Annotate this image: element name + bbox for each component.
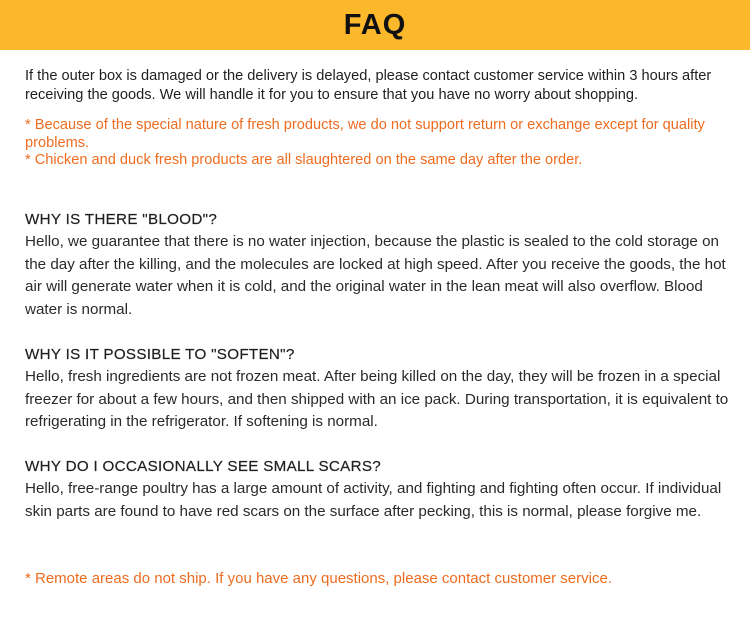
- faq-content: [25, 67, 731, 587]
- faq-item-scars: [25, 456, 731, 523]
- faq-answer: Hello, we guarantee that there is no water injection, because the plastic is sealed to the cold storage on the day after the killing, and the molecules are locked at high speed. After you receive the goods, the hot air will generate water when it is cold, and the original water in the lean meat will also overflow. Blood water is normal.: [25, 233, 726, 318]
- faq-answer: Hello, free-range poultry has a large amount of activity, and fighting and fighting often occur. If individual skin parts are found to have red scars on the surface after pecking, this is normal, please forgive me.: [25, 480, 722, 520]
- notice-same-day-slaughter: * Chicken and duck fresh products are all slaughtered on the same day after the order.: [25, 152, 583, 168]
- faq-item-soften: [25, 344, 731, 434]
- page-title: FAQ: [343, 8, 407, 41]
- notice-block: [25, 117, 731, 170]
- faq-answer: Hello, fresh ingredients are not frozen meat. After being killed on the day, they will be frozen in a special freezer for about a few hours, and then shipped with an ice pack. During transportation, it is equivalent to refrigerating in the refrigerator. If softening is normal.: [25, 368, 729, 430]
- faq-item-blood: [25, 209, 731, 321]
- faq-question: WHY IS THERE "BLOOD"?: [25, 211, 218, 228]
- footer-shipping-note: * Remote areas do not ship. If you have any questions, please contact customer service.: [25, 570, 612, 587]
- faq-header-banner: [0, 0, 750, 50]
- notice-return-policy: * Because of the special nature of fresh products, we do not support return or exchange except for quality problems.: [25, 117, 705, 151]
- faq-question: WHY IS IT POSSIBLE TO "SOFTEN"?: [25, 346, 295, 363]
- faq-question: WHY DO I OCCASIONALLY SEE SMALL SCARS?: [25, 458, 382, 475]
- intro-paragraph: If the outer box is damaged or the delivery is delayed, please contact customer service within 3 hours after receiving the goods. We will handle it for you to ensure that you have no worry about shopping.: [25, 68, 712, 103]
